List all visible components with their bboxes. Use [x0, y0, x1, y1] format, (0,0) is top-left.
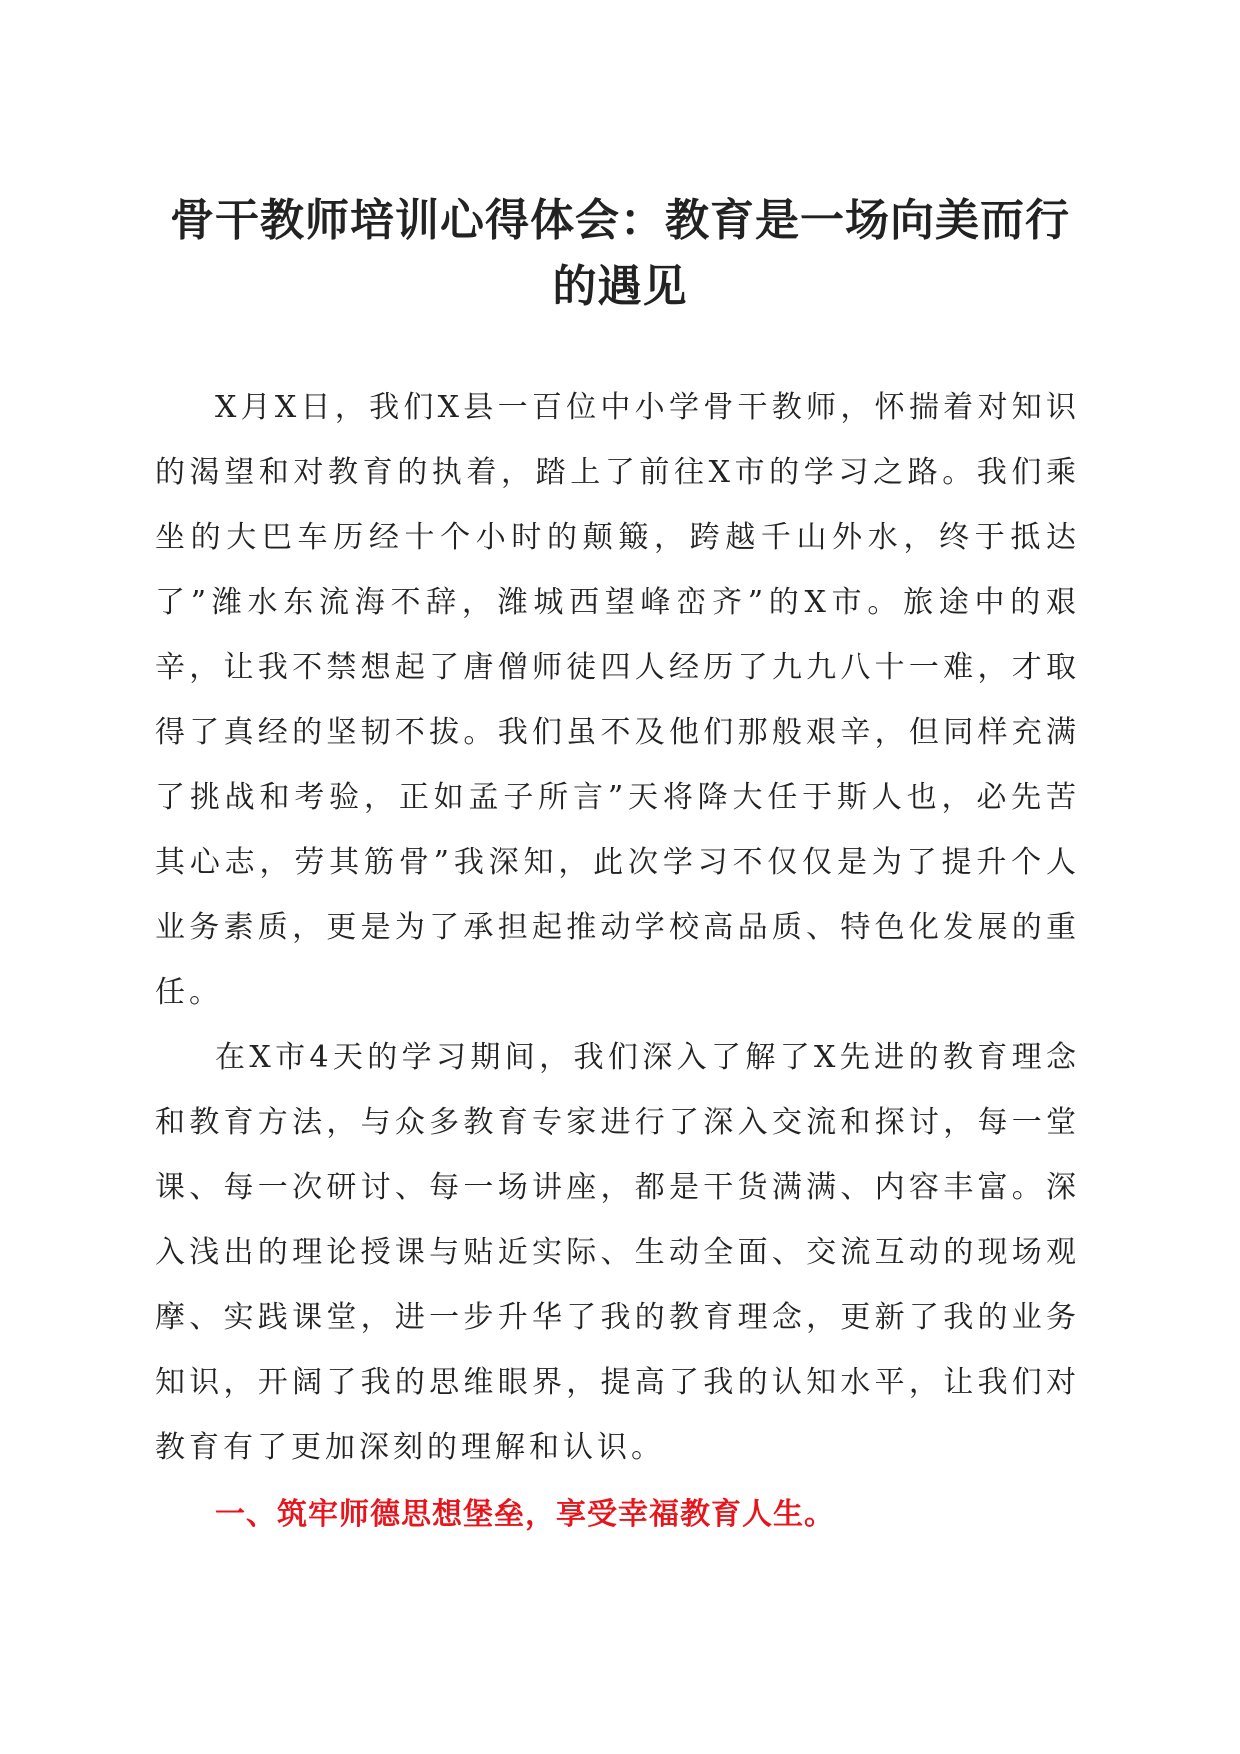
- paragraph-2: 在X市4天的学习期间，我们深入了解了X先进的教育理念和教育方法，与众多教育专家进行了深入交流和探讨，每一堂课、每一次研讨、每一场讲座，都是干货满满、内容丰富。深入浅出的理论授课与贴近实际、生动全面、交流互动的现场观摩、实践课堂，进一步升华了我的教育理念，更新了我的业务知识，开阔了我的思维眼界，提高了我的认知水平，让我们对教育有了更加深刻的理解和认识。: [155, 1040, 1080, 1465]
- section-heading: 一、筑牢师德思想堡垒，享受幸福教育人生。: [215, 1497, 835, 1532]
- document-title: 骨干教师培训心得体会：教育是一场向美而行的遇见: [170, 195, 1070, 312]
- document-body: [155, 375, 1080, 1547]
- paragraph-1: X月X日，我们X县一百位中小学骨干教师，怀揣着对知识的渴望和对教育的执着，踏上了前往X市的学习之路。我们乘坐的大巴车历经十个小时的颠簸，跨越千山外水，终于抵达了”潍水东流海不辞，潍城西望峰峦齐”的X市。旅途中的艰辛，让我不禁想起了唐僧师徒四人经历了九九八十一难，才取得了真经的坚韧不拔。我们虽不及他们那般艰辛，但同样充满了挑战和考验，正如孟子所言”天将降大任于斯人也，必先苦其心志，劳其筋骨”我深知，此次学习不仅仅是为了提升个人业务素质，更是为了承担起推动学校高品质、特色化发展的重任。: [155, 390, 1080, 1010]
